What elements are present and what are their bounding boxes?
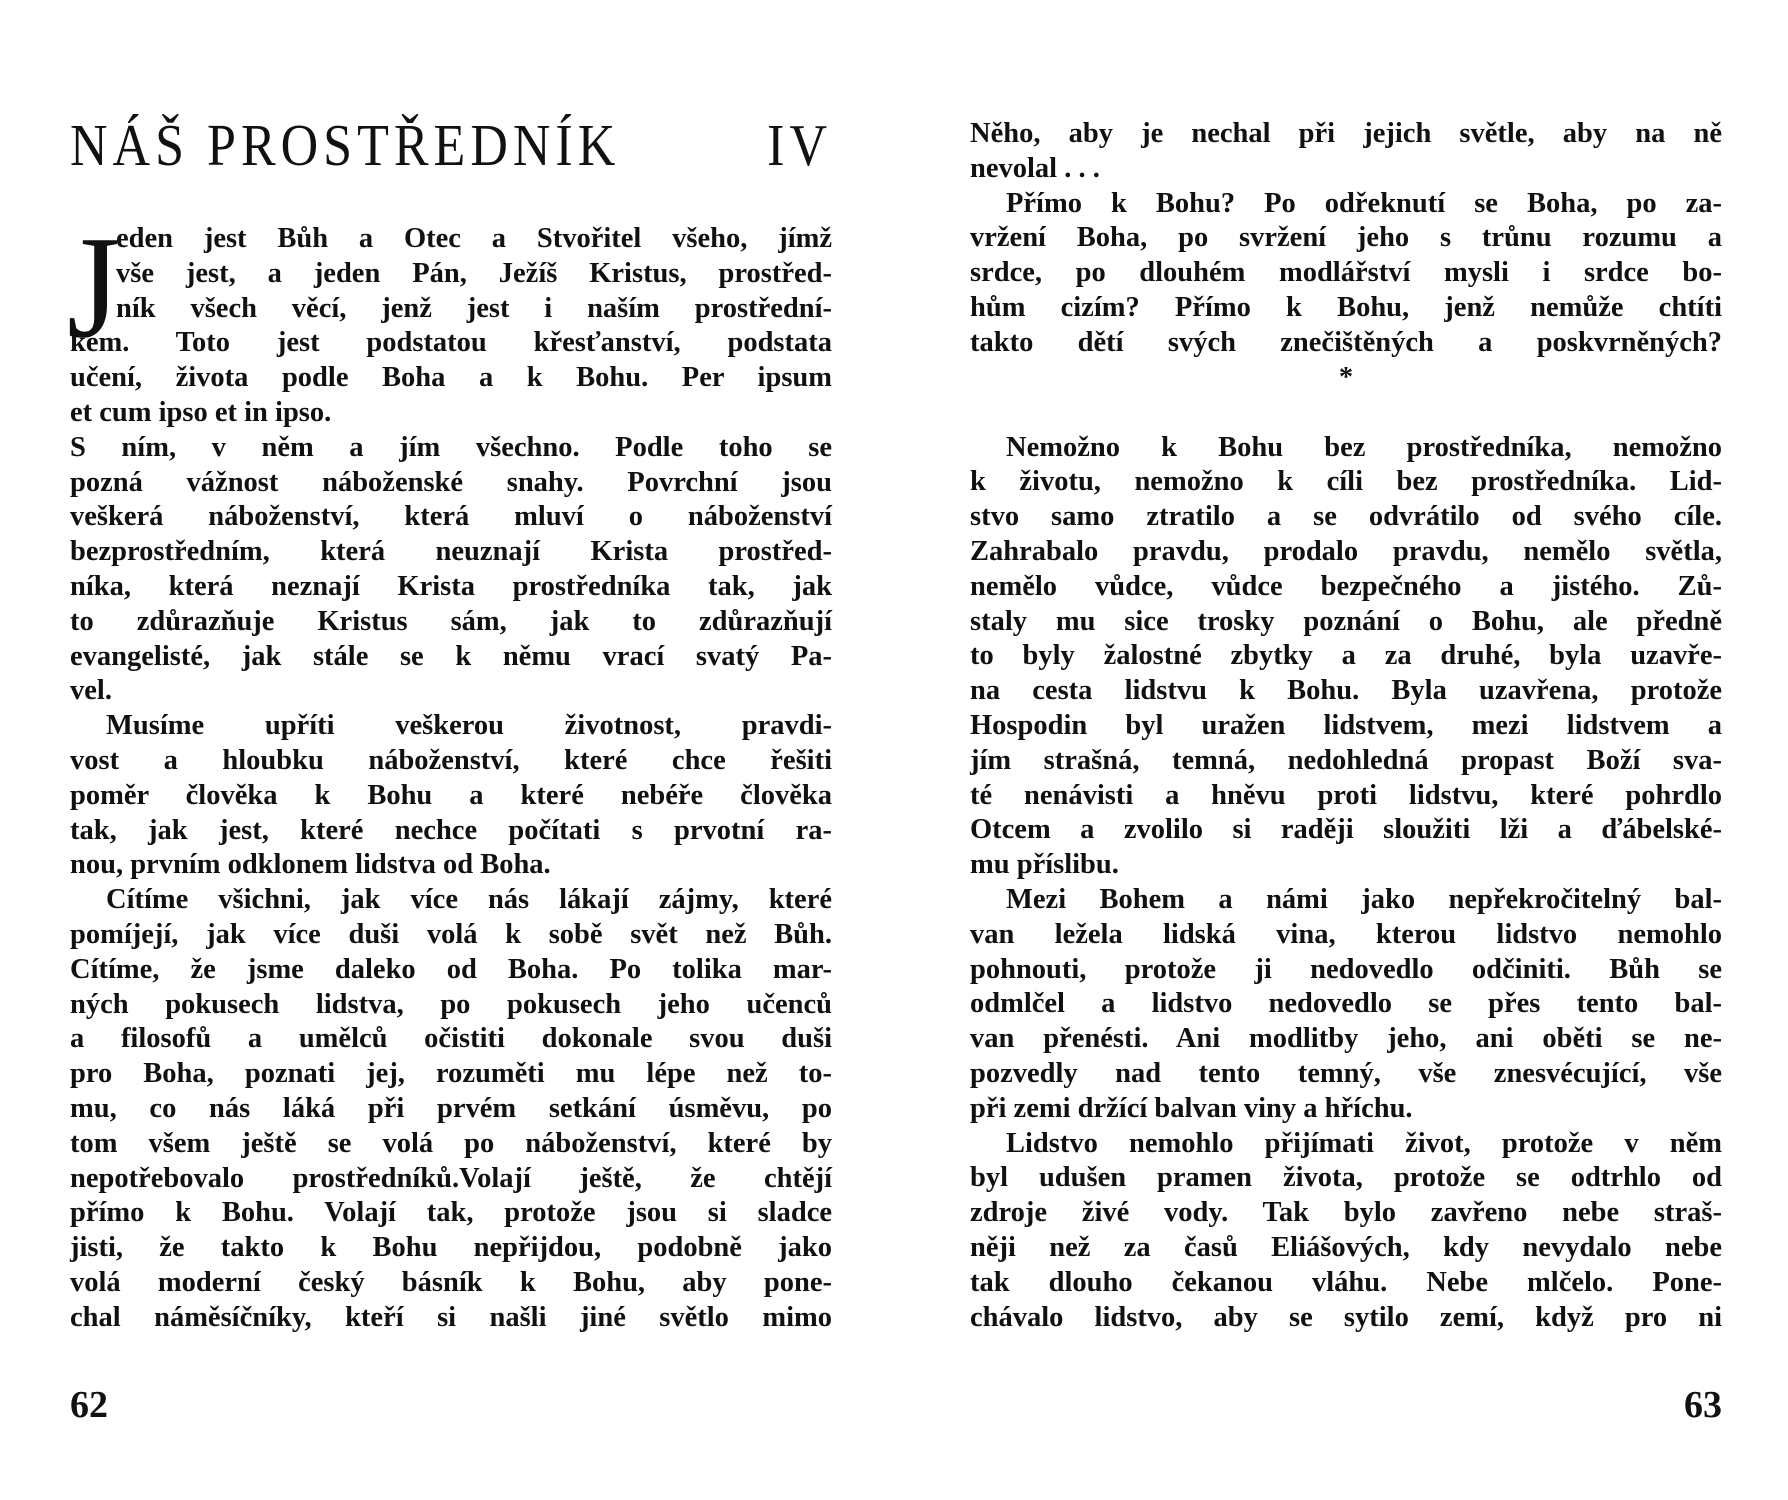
text-line: pozvedly nad tento temný, vše znesvécující, vše	[970, 1057, 1722, 1089]
page-number-right: 63	[1684, 1384, 1722, 1426]
left-text-column	[70, 222, 832, 1336]
text-line: Hospodin byl uražen lidstvem, mezi lidstvem a	[970, 709, 1722, 741]
text-line: van ležela lidská vina, kterou lidstvo nemohlo	[970, 918, 1722, 950]
text-line: Nemožno k Bohu bez prostředníka, nemožno	[1006, 431, 1722, 463]
text-line: chal náměsíčníky, kteří si našli jiné světlo mimo	[70, 1301, 832, 1333]
text-line: hům cizím? Přímo k Bohu, jenž nemůže chtíti	[970, 291, 1722, 323]
text-line: Zahrabalo pravdu, prodalo pravdu, nemělo světla,	[970, 535, 1722, 567]
text-line: eden jest Bůh a Otec a Stvořitel všeho, jímž	[116, 223, 832, 254]
text-line: vržení Boha, po svržení jeho s trůnu rozumu a	[970, 222, 1722, 254]
text-line: přímo k Bohu. Volají tak, protože jsou si sladce	[70, 1197, 832, 1229]
text-line: et cum ipso et in ipso.	[70, 396, 332, 428]
text-line: Mezi Bohem a námi jako nepřekročitelný bal-	[1006, 883, 1722, 915]
text-line: jím strašná, temná, nedohledná propast Boží sva-	[970, 744, 1722, 776]
text-line: na cesta lidstvu k Bohu. Byla uzavřena, protože	[970, 675, 1722, 707]
right-text-column	[970, 117, 1722, 1335]
text-line: van přenésti. Ani modlitby jeho, ani oběti se ne-	[970, 1023, 1722, 1055]
text-line: k životu, nemožno k cíli bez prostředníka. Lid-	[970, 466, 1722, 498]
text-line: takto dětí svých znečištěných a poskvrněných?	[970, 326, 1722, 358]
text-line: té nenávisti a hněvu proti lidstvu, které pohrdlo	[970, 779, 1722, 811]
text-line: ník všech věcí, jenž jest i naším prostřední-	[116, 292, 832, 324]
text-line: odmlčel a lidstvo nedovedlo se přes tento bal-	[970, 988, 1722, 1020]
text-line: vše jest, a jeden Pán, Ježíš Kristus, prostřed-	[116, 257, 832, 289]
text-line: Lidstvo nemohlo přijímati život, protože v něm	[1006, 1127, 1722, 1159]
text-line: poměr člověka k Bohu a které nebéře člověka	[70, 779, 832, 811]
text-line: jisti, že takto k Bohu nepřijdou, podobně jako	[70, 1232, 832, 1264]
blank-line	[970, 396, 1722, 431]
text-line: při zemi držící balvan viny a hříchu.	[970, 1092, 1413, 1124]
text-line: Cítíme, že jsme daleko od Boha. Po tolika mar-	[70, 953, 832, 985]
text-line: níka, která neznají Krista prostředníka tak, jak	[70, 570, 832, 602]
text-line: to zdůrazňuje Kristus sám, jak to zdůrazňují	[70, 605, 832, 637]
text-line: S ním, v něm a jím všechno. Podle toho se	[70, 431, 832, 463]
text-line: mu, co nás láká při prvém setkání úsměvu, po	[70, 1092, 832, 1124]
text-line: něji než za časů Eliášových, kdy nevydalo nebe	[970, 1231, 1722, 1263]
text-line: bezprostředním, která neuznají Krista prostřed-	[70, 536, 832, 568]
chapter-title: NÁŠ PROSTŘEDNÍK	[70, 113, 621, 179]
text-line: a filosofů a umělců očistiti dokonale svou duši	[70, 1023, 832, 1055]
text-line: učení, života podle Boha a k Bohu. Per ipsum	[70, 362, 832, 394]
text-line: vel.	[70, 675, 112, 707]
section-separator: *	[1338, 361, 1354, 393]
text-line: Otcem a zvolilo si raději sloužiti lži a ďábelské-	[970, 814, 1722, 846]
text-line: pro Boha, poznati jej, rozuměti mu lépe než to-	[70, 1058, 832, 1090]
text-line: kem. Toto jest podstatou křesťanství, podstata	[70, 327, 832, 359]
right-page	[970, 0, 1722, 1500]
text-line: tak dlouho čekanou vláhu. Nebe mlčelo. Pone-	[970, 1266, 1722, 1298]
text-line: chávalo lidstvo, aby se sytilo zemí, když pro ni	[970, 1301, 1722, 1333]
text-line: volá moderní český básník k Bohu, aby pone-	[70, 1266, 832, 1298]
text-line: staly mu sice trosky poznání o Bohu, ale předně	[970, 605, 1722, 637]
text-line: nevolal . . .	[970, 152, 1100, 184]
text-line: mu příslibu.	[970, 849, 1119, 881]
text-line: nou, prvním odklonem lidstva od Boha.	[70, 849, 551, 881]
text-line: Musíme upříti veškerou životnost, pravdi-	[106, 710, 832, 742]
chapter-heading	[70, 112, 832, 182]
left-page	[67, 0, 832, 1500]
text-line: nepotřebovalo prostředníků.Volají ještě, že chtějí	[70, 1162, 832, 1194]
text-line: to byly žalostné zbytky a za druhé, byla uzavře-	[970, 640, 1722, 672]
text-line: ných pokusech lidstva, po pokusech jeho učenců	[70, 988, 832, 1020]
text-line: pomíjejí, jak více duši volá k sobě svět než Bůh.	[70, 918, 832, 950]
drop-cap: J	[67, 206, 120, 369]
text-line: zdroje živé vody. Tak bylo zavřeno nebe straš-	[970, 1197, 1722, 1229]
chapter-number: IV	[767, 113, 832, 179]
text-line: byl udušen pramen života, protože se odtrhlo od	[970, 1162, 1722, 1194]
text-line: Něho, aby je nechal při jejich světle, aby na ně	[970, 118, 1722, 149]
text-line: pohnouti, protože ji nedovedlo odčiniti. Bůh se	[970, 953, 1722, 985]
text-line: stvo samo ztratilo a se odvrátilo od svého cíle.	[970, 501, 1722, 533]
text-line: vost a hloubku náboženství, které chce řešiti	[70, 744, 832, 776]
text-line: pozná vážnost náboženské snahy. Povrchní jsou	[70, 466, 832, 498]
text-line: tom všem ještě se volá po náboženství, které by	[70, 1127, 832, 1159]
page-number-left: 62	[70, 1384, 108, 1426]
text-line: nemělo vůdce, vůdce bezpečného a jistého. Zů-	[970, 570, 1722, 602]
text-line: srdce, po dlouhém modlářství mysli i srdce bo-	[970, 257, 1722, 289]
text-line: evangelisté, jak stále se k němu vrací svatý Pa-	[70, 640, 832, 672]
text-line: veškerá náboženství, která mluví o náboženství	[70, 501, 832, 533]
text-line: Cítíme všichni, jak více nás lákají zájmy, které	[106, 884, 832, 916]
text-line: tak, jak jest, které nechce počítati s prvotní ra-	[70, 814, 832, 846]
text-line: Přímo k Bohu? Po odřeknutí se Boha, po za-	[1006, 187, 1722, 219]
